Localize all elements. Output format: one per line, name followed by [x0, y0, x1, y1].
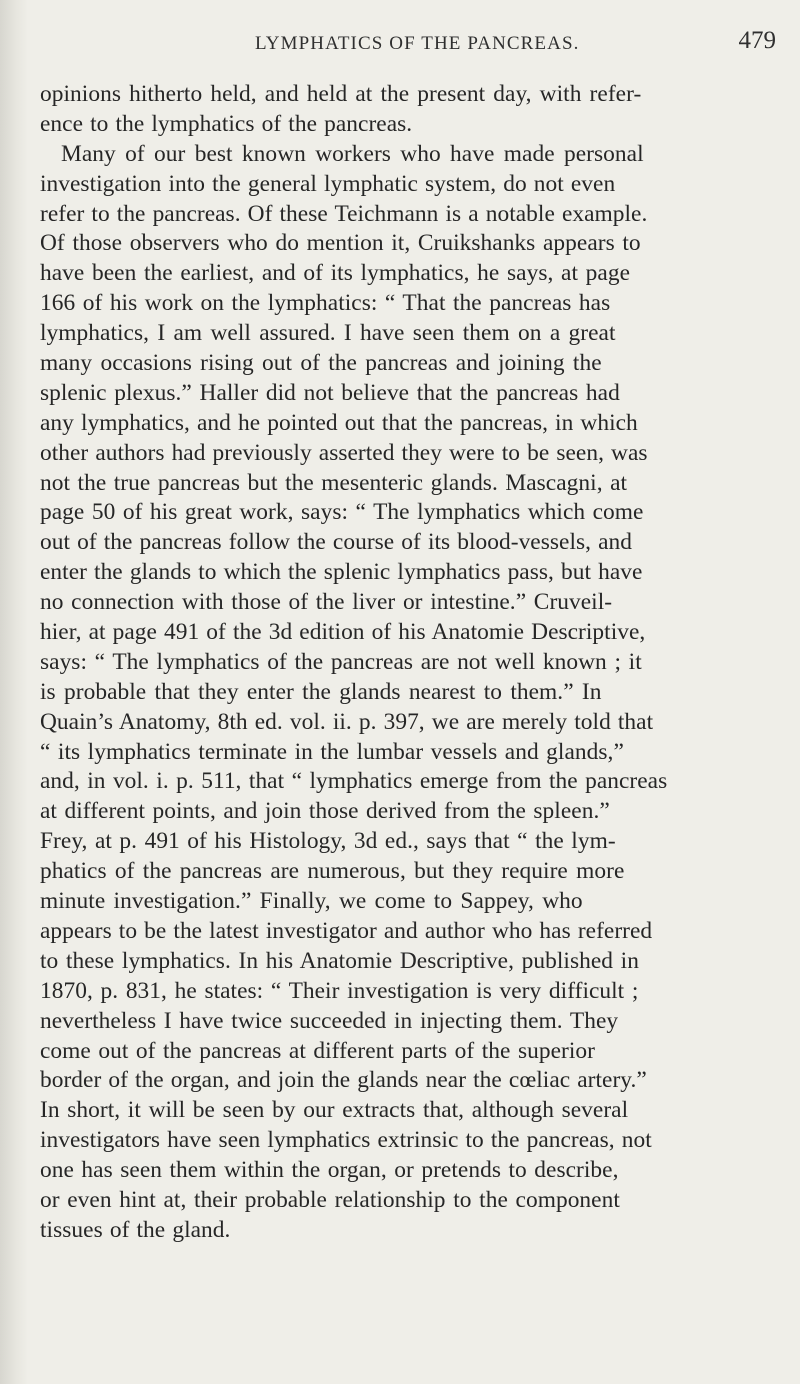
text-line: lymphatics, I am well assured. I have seen them on a great	[40, 320, 616, 347]
text-line: investigation into the general lymphatic system, do not even	[40, 170, 616, 197]
text-line: or even hint at, their probable relationship to the component	[40, 1186, 620, 1213]
text-line: border of the organ, and join the glands near the cœliac artery.”	[40, 1067, 647, 1094]
text-line: and, in vol. i. p. 511, that “ lymphatics emerge from the pancreas	[40, 768, 668, 795]
text-line: one has seen them within the organ, or pretends to describe,	[40, 1157, 619, 1184]
text-line: Quain’s Anatomy, 8th ed. vol. ii. p. 397, we are merely told that	[40, 708, 654, 735]
text-line: tissues of the gland.	[40, 1216, 231, 1243]
text-line: minute investigation.” Finally, we come to Sappey, who	[40, 888, 583, 915]
running-title: LYMPHATICS OF THE PANCREAS.	[255, 33, 580, 54]
text-line: come out of the pancreas at different parts of the superior	[40, 1037, 595, 1064]
text-line: Many of our best known workers who have made personal	[61, 140, 644, 167]
page-number: 479	[738, 27, 776, 54]
text-line: investigators have seen lymphatics extrinsic to the pancreas, not	[40, 1127, 652, 1154]
text-line: ence to the lymphatics of the pancreas.	[40, 110, 413, 137]
text-line: any lymphatics, and he pointed out that the pancreas, in which	[40, 409, 638, 436]
text-line: to these lymphatics. In his Anatomie Descriptive, published in	[40, 947, 639, 974]
body-text	[40, 80, 782, 1246]
text-line: opinions hitherto held, and held at the present day, with refer-	[40, 81, 642, 107]
text-line: no connection with those of the liver or intestine.” Cruveil-	[40, 589, 613, 616]
text-line: says: “ The lymphatics of the pancreas are not well known ; it	[40, 648, 642, 675]
text-line: page 50 of his great work, says: “ The lymphatics which come	[40, 499, 644, 526]
text-line: many occasions rising out of the pancreas and joining the	[40, 350, 602, 377]
text-line: appears to be the latest investigator and author who has referred	[40, 917, 653, 944]
text-line: In short, it will be seen by our extracts that, although several	[40, 1097, 629, 1124]
text-line: enter the glands to which the splenic lymphatics pass, but have	[40, 559, 643, 586]
text-line: not the true pancreas but the mesenteric glands. Mascagni, at	[40, 469, 628, 496]
running-header	[40, 27, 780, 67]
text-line: 166 of his work on the lymphatics: “ That the pancreas has	[40, 290, 611, 317]
text-line: hier, at page 491 of the 3d edition of his Anatomie Descriptive,	[40, 619, 646, 646]
text-line: “ its lymphatics terminate in the lumbar vessels and glands,”	[40, 738, 624, 765]
text-line: refer to the pancreas. Of these Teichmann is a notable example.	[40, 200, 648, 227]
text-line: have been the earliest, and of its lymphatics, he says, at page	[40, 260, 630, 287]
text-line: is probable that they enter the glands nearest to them.” In	[40, 678, 602, 705]
text-line: at different points, and join those derived from the spleen.”	[40, 798, 610, 825]
text-line: splenic plexus.” Haller did not believe that the pancreas had	[40, 379, 620, 406]
text-line: phatics of the pancreas are numerous, but they require more	[40, 858, 625, 885]
text-line: Of those observers who do mention it, Cruikshanks appears to	[40, 230, 641, 257]
text-line: other authors had previously asserted they were to be seen, was	[40, 439, 648, 466]
text-line: 1870, p. 831, he states: “ Their investigation is very difficult ;	[40, 977, 639, 1004]
text-line: nevertheless I have twice succeeded in injecting them. They	[40, 1007, 619, 1034]
text-line: Frey, at p. 491 of his Histology, 3d ed., says that “ the lym-	[40, 828, 616, 855]
text-line: out of the pancreas follow the course of its blood-vessels, and	[40, 529, 632, 556]
